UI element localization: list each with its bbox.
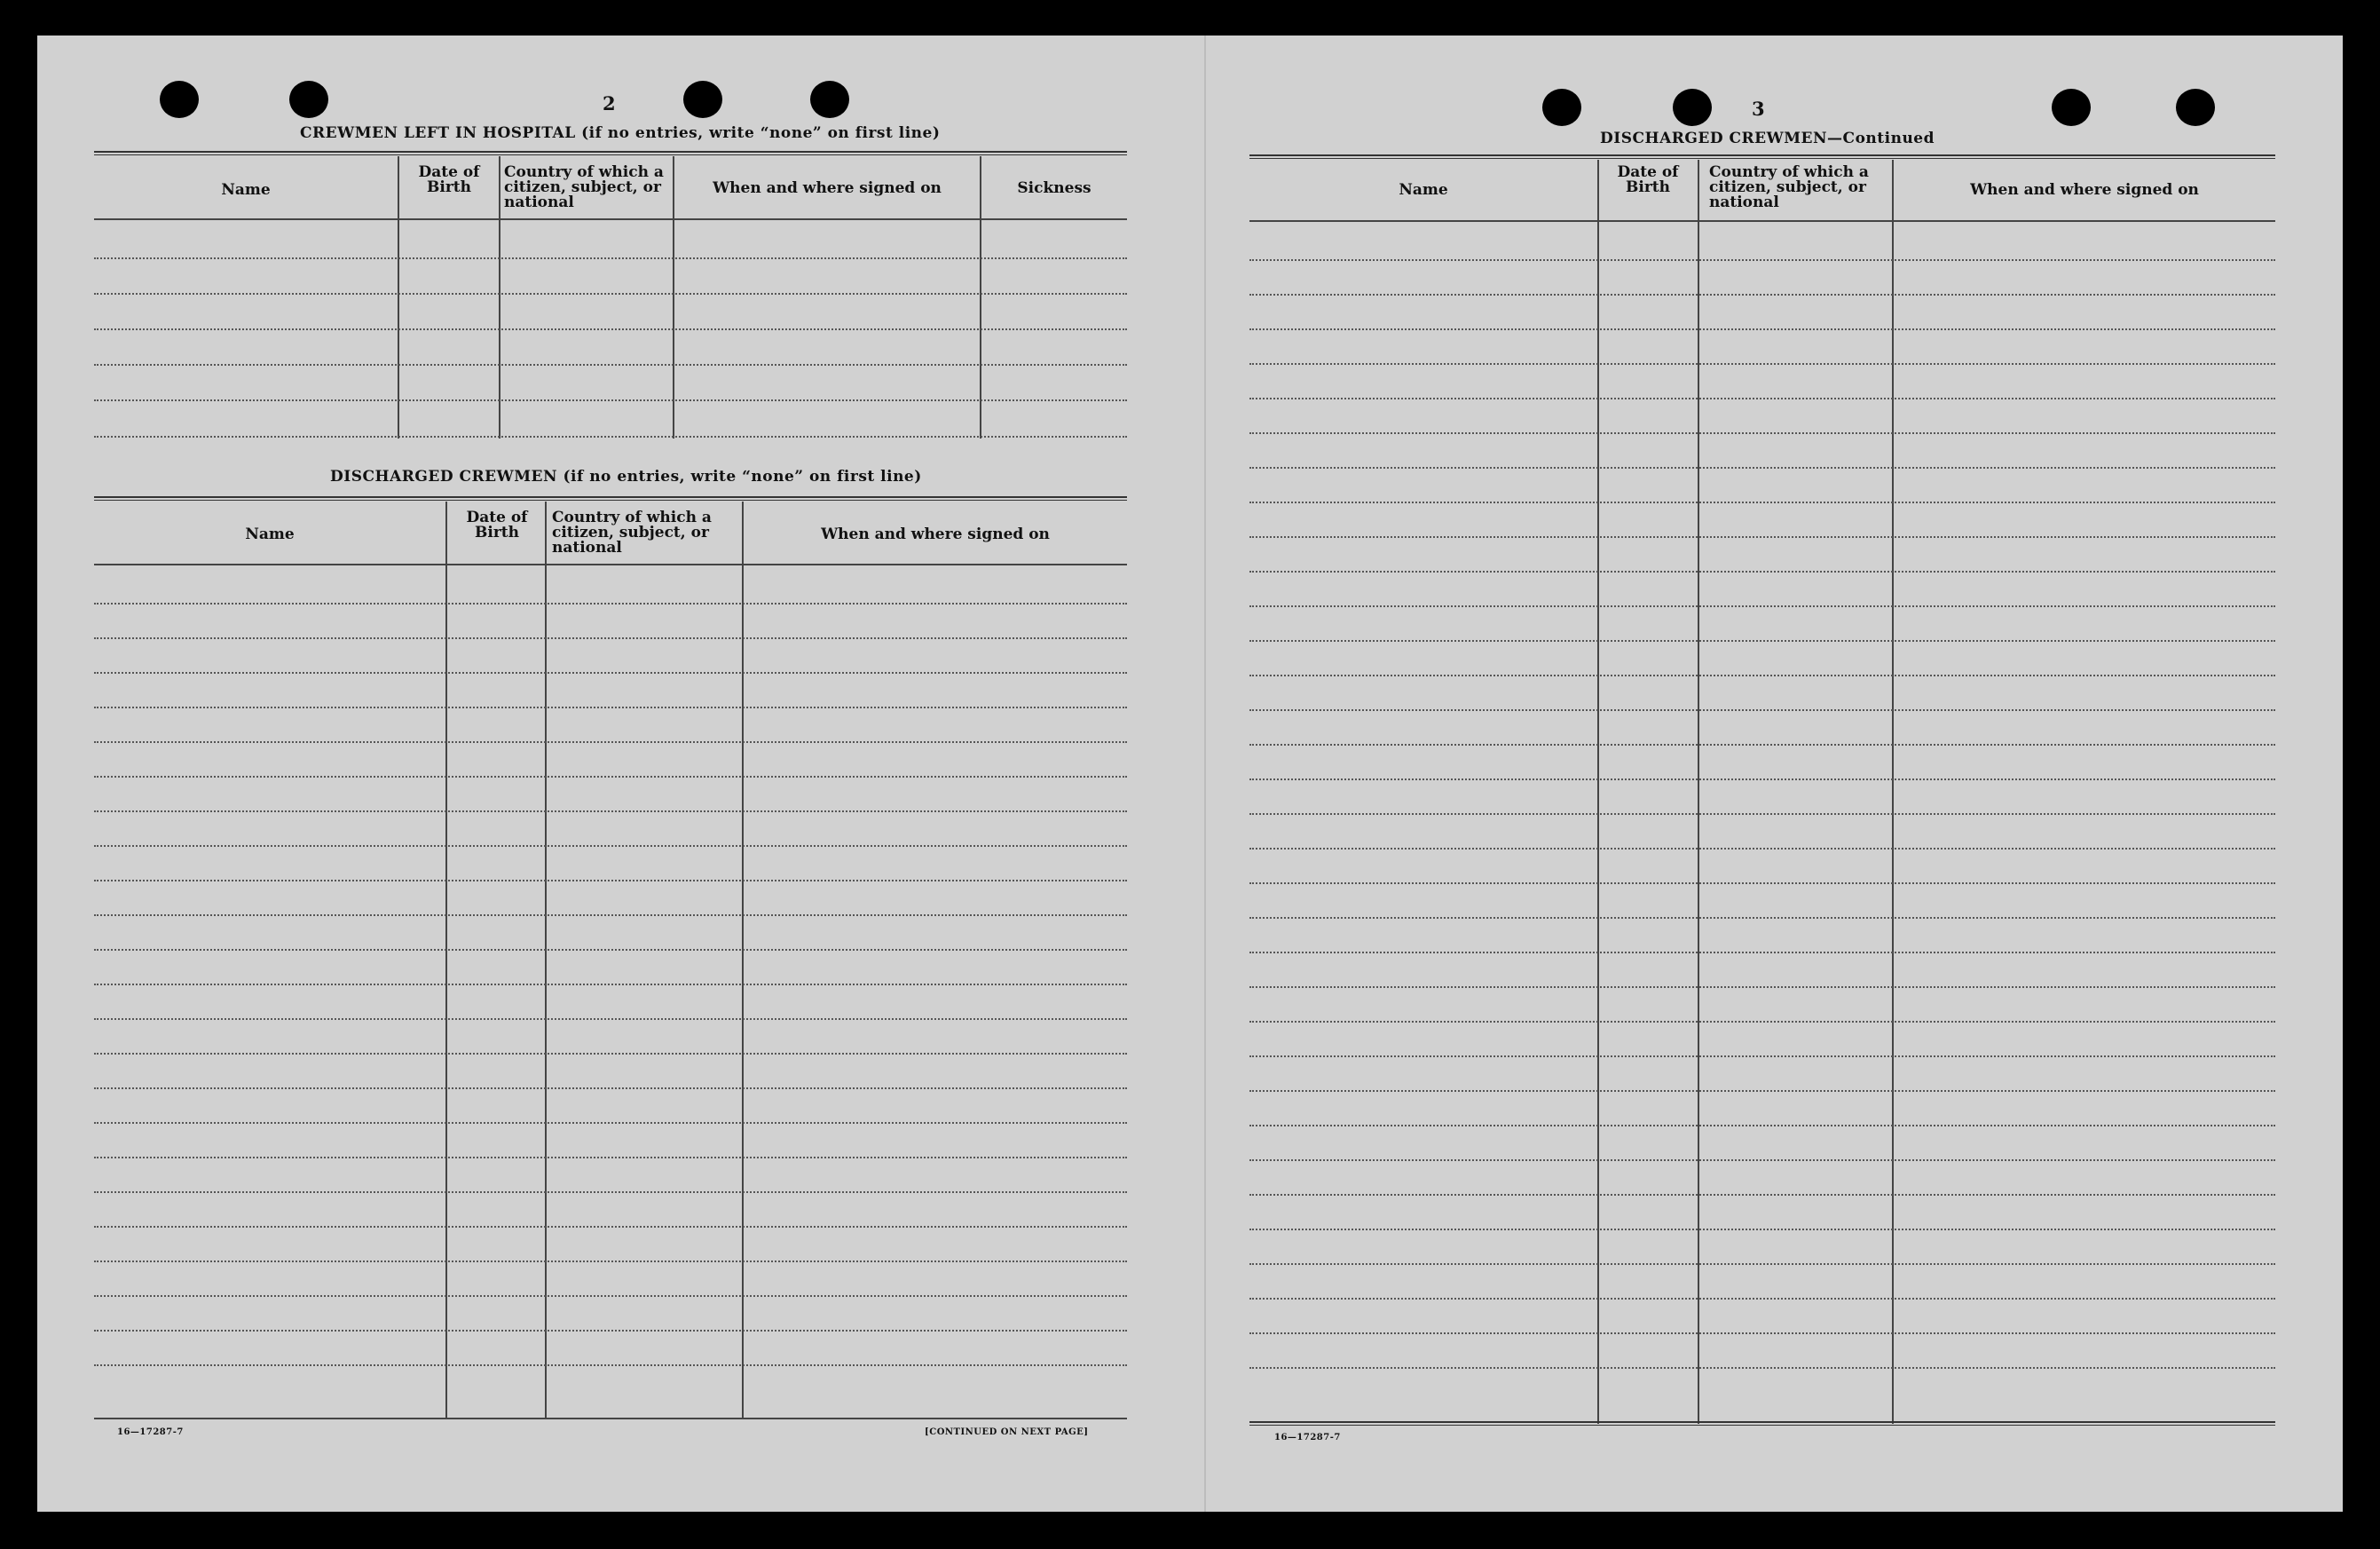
column-header-name: Name [221, 181, 271, 199]
discharged-continued-title: DISCHARGED CREWMEN—Continued [1600, 130, 1935, 147]
entry-line [94, 1018, 1127, 1020]
column-header-sickness: Sickness [1017, 179, 1091, 197]
entry-line [1249, 952, 2275, 953]
entry-line [1249, 640, 2275, 642]
entry-line [1249, 398, 2275, 399]
column-header-dob: Date of Birth [1617, 163, 1679, 196]
column-divider [445, 502, 447, 1419]
entry-line [94, 1191, 1127, 1193]
table-top-rule [1249, 154, 2275, 159]
column-divider [980, 156, 981, 439]
entry-line [94, 984, 1127, 985]
entry-line [94, 1226, 1127, 1228]
entry-line [94, 880, 1127, 881]
entry-line [1249, 1055, 2275, 1057]
column-divider [1698, 160, 1699, 1424]
column-header-dob: Date of Birth [466, 509, 528, 541]
entry-line [1249, 848, 2275, 850]
column-divider [1597, 160, 1599, 1424]
entry-line [1249, 605, 2275, 607]
punch-hole [810, 81, 849, 118]
discharged-continued-table [1249, 154, 2275, 1429]
punch-hole [1673, 89, 1712, 126]
column-header-country: Country of which a citizen, subject, or national [504, 163, 664, 211]
entry-line [1249, 1090, 2275, 1092]
form-number: 16—17287-7 [117, 1427, 184, 1437]
entry-line [94, 1330, 1127, 1332]
discharged-table [94, 496, 1127, 1421]
form-number: 16—17287-7 [1274, 1433, 1341, 1442]
page-number: 3 [1752, 98, 1765, 120]
punch-hole [160, 81, 199, 118]
entry-line [94, 293, 1127, 295]
entry-line [1249, 709, 2275, 711]
entry-line [1249, 502, 2275, 503]
entry-line [94, 257, 1127, 259]
entry-line [1249, 778, 2275, 780]
entry-line [94, 1261, 1127, 1262]
discharged-title-note: (if no entries, write “none” on first line) [563, 468, 922, 486]
entry-line [94, 364, 1127, 366]
entry-line [94, 1087, 1127, 1089]
column-divider [1892, 160, 1894, 1424]
entry-line [1249, 1367, 2275, 1369]
entry-line [1249, 536, 2275, 538]
entry-line [1249, 1263, 2275, 1265]
entry-line [94, 949, 1127, 951]
column-divider [545, 502, 547, 1419]
hospital-section-title [300, 124, 940, 142]
entry-line [94, 436, 1127, 438]
entry-line [94, 1364, 1127, 1366]
entry-line [1249, 1298, 2275, 1300]
entry-line [94, 328, 1127, 330]
entry-line [94, 1295, 1127, 1297]
entry-line [1249, 882, 2275, 884]
entry-line [94, 672, 1127, 674]
entry-line [1249, 744, 2275, 746]
entry-line [1249, 1159, 2275, 1161]
discharged-title-text: DISCHARGED CREWMEN [330, 468, 558, 486]
column-divider [673, 156, 674, 439]
entry-line [1249, 917, 2275, 919]
entry-line [1249, 328, 2275, 330]
header-bottom-rule [94, 218, 1127, 220]
discharged-section-title [330, 468, 922, 486]
entry-line [94, 603, 1127, 605]
entry-line [94, 399, 1127, 401]
column-header-signed: When and where signed on [821, 526, 1050, 543]
entry-line [1249, 1332, 2275, 1334]
column-header-name: Name [1399, 181, 1448, 199]
entry-line [1249, 432, 2275, 434]
hospital-table [94, 151, 1127, 441]
punch-hole [2052, 89, 2091, 126]
entry-line [1249, 1021, 2275, 1023]
header-bottom-rule [94, 564, 1127, 565]
column-header-name: Name [245, 526, 295, 543]
entry-line [94, 637, 1127, 639]
punch-hole [2176, 89, 2215, 126]
table-bottom-rule [94, 1418, 1127, 1419]
column-header-dob: Date of Birth [418, 163, 480, 196]
punch-hole [289, 81, 328, 118]
entry-line [1249, 813, 2275, 815]
entry-line [1249, 294, 2275, 296]
column-divider [398, 156, 399, 439]
entry-line [94, 776, 1127, 778]
column-header-signed: When and where signed on [713, 179, 942, 197]
entry-line [94, 845, 1127, 847]
continued-note: [CONTINUED ON NEXT PAGE] [925, 1427, 1089, 1437]
entry-line [1249, 1229, 2275, 1230]
table-bottom-rule [1249, 1421, 2275, 1426]
entry-line [1249, 571, 2275, 573]
column-divider [742, 502, 744, 1419]
page-fold [1204, 36, 1206, 1512]
entry-line [1249, 259, 2275, 261]
table-top-rule [94, 496, 1127, 501]
entry-line [1249, 363, 2275, 365]
column-header-signed: When and where signed on [1970, 181, 2199, 199]
entry-line [1249, 675, 2275, 676]
entry-line [94, 810, 1127, 812]
entry-line [94, 1053, 1127, 1055]
entry-line [94, 1122, 1127, 1124]
entry-line [1249, 467, 2275, 469]
hospital-title-text: CREWMEN LEFT IN HOSPITAL [300, 124, 576, 142]
entry-line [1249, 986, 2275, 988]
column-divider [499, 156, 500, 439]
entry-line [94, 1157, 1127, 1158]
hospital-title-note: (if no entries, write “none” on first line) [581, 124, 941, 142]
table-top-rule [94, 151, 1127, 155]
punch-hole [683, 81, 722, 118]
punch-hole [1542, 89, 1581, 126]
entry-line [94, 914, 1127, 916]
column-header-country: Country of which a citizen, subject, or national [1709, 163, 1869, 211]
entry-line [1249, 1125, 2275, 1126]
entry-line [94, 707, 1127, 708]
column-header-country: Country of which a citizen, subject, or national [552, 509, 712, 557]
page-number: 2 [603, 92, 616, 115]
header-bottom-rule [1249, 220, 2275, 222]
entry-line [1249, 1194, 2275, 1196]
entry-line [94, 741, 1127, 743]
